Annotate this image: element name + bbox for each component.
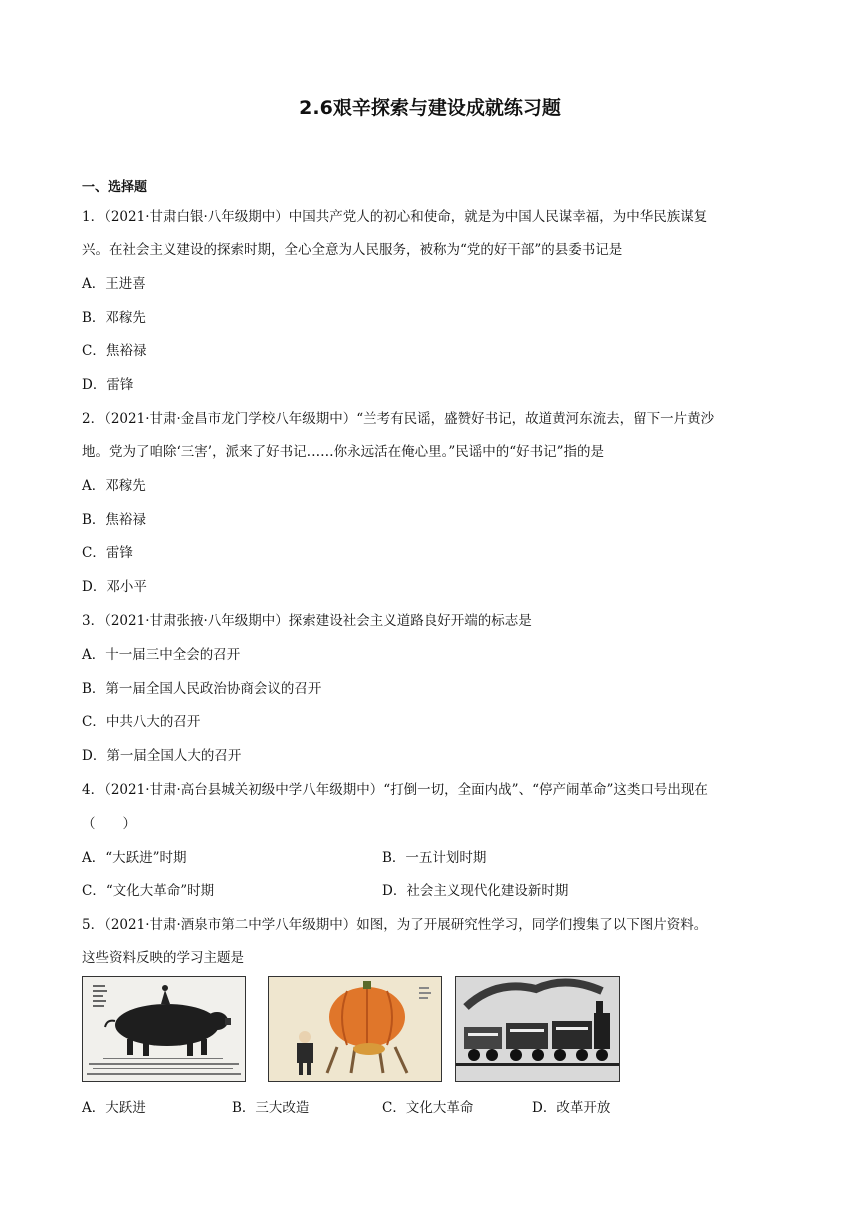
question-5-text-line2: 这些资料反映的学习主题是 [82,950,244,966]
question-4-option-c[interactable]: C．“文化大革命”时期 [82,883,215,899]
question-3-option-c[interactable]: C．中共八大的召开 [82,714,201,730]
giant-pig-picture [82,976,246,1082]
question-2-option-c[interactable]: C．雷锋 [82,545,133,561]
question-1-option-d[interactable]: D．雷锋 [82,377,134,393]
question-1-option-c[interactable]: C．焦裕禄 [82,343,147,359]
page-title: 2.6艰辛探索与建设成就练习题 [299,97,561,119]
question-3-option-a[interactable]: A．十一届三中全会的召开 [82,647,241,663]
question-2-text-line1: 2．（2021·甘肃·金昌市龙门学校八年级期中）“兰考有民谣，盛赞好书记，故道黄河东流去，留下一片黄沙 [82,411,715,427]
locomotive-picture [455,976,620,1082]
question-3-text-line1: 3．（2021·甘肃张掖·八年级期中）探索建设社会主义道路良好开端的标志是 [82,613,532,629]
question-2-text-line2: 地。党为了咱除‘三害’，派来了好书记……你永远活在俺心里。”民谣中的“好书记”指的是 [82,444,605,460]
section-heading: 一、选择题 [82,180,148,195]
question-5-text-line1: 5．（2021·甘肃·酒泉市第二中学八年级期中）如图，为了开展研究性学习，同学们搜集了以下图片资料。 [82,917,708,933]
question-4-text-line2: （ ） [82,816,136,832]
question-1-text-line1: 1．（2021·甘肃白银·八年级期中）中国共产党人的初心和使命，就是为中国人民谋幸福，为中华民族谋复 [82,209,708,225]
question-4-option-d[interactable]: D．社会主义现代化建设新时期 [382,883,569,899]
question-4-text-line1: 4．（2021·甘肃·高台县城关初级中学八年级期中）“打倒一切，全面内战”、“停产闹革命”这类口号出现在 [82,782,708,798]
question-5-option-d[interactable]: D．改革开放 [532,1100,611,1116]
question-3-option-b[interactable]: B．第一届全国人民政治协商会议的召开 [82,681,322,697]
question-1-option-a[interactable]: A．王进喜 [82,276,146,292]
question-3-option-d[interactable]: D．第一届全国人大的召开 [82,748,242,764]
question-2-option-a[interactable]: A．邓稼先 [82,478,146,494]
giant-pumpkin-picture [268,976,442,1082]
question-5-option-c[interactable]: C．文化大革命 [382,1100,474,1116]
question-4-option-b[interactable]: B．一五计划时期 [382,850,487,866]
question-5-option-b[interactable]: B．三大改造 [232,1100,310,1116]
question-2-option-d[interactable]: D．邓小平 [82,579,147,595]
question-5-option-a[interactable]: A．大跃进 [82,1100,146,1116]
question-1-option-b[interactable]: B．邓稼先 [82,310,146,326]
question-2-option-b[interactable]: B．焦裕禄 [82,512,146,528]
question-4-option-a[interactable]: A．“大跃进”时期 [82,850,187,866]
question-1-text-line2: 兴。在社会主义建设的探索时期，全心全意为人民服务，被称为“党的好干部”的县委书记是 [82,242,623,258]
